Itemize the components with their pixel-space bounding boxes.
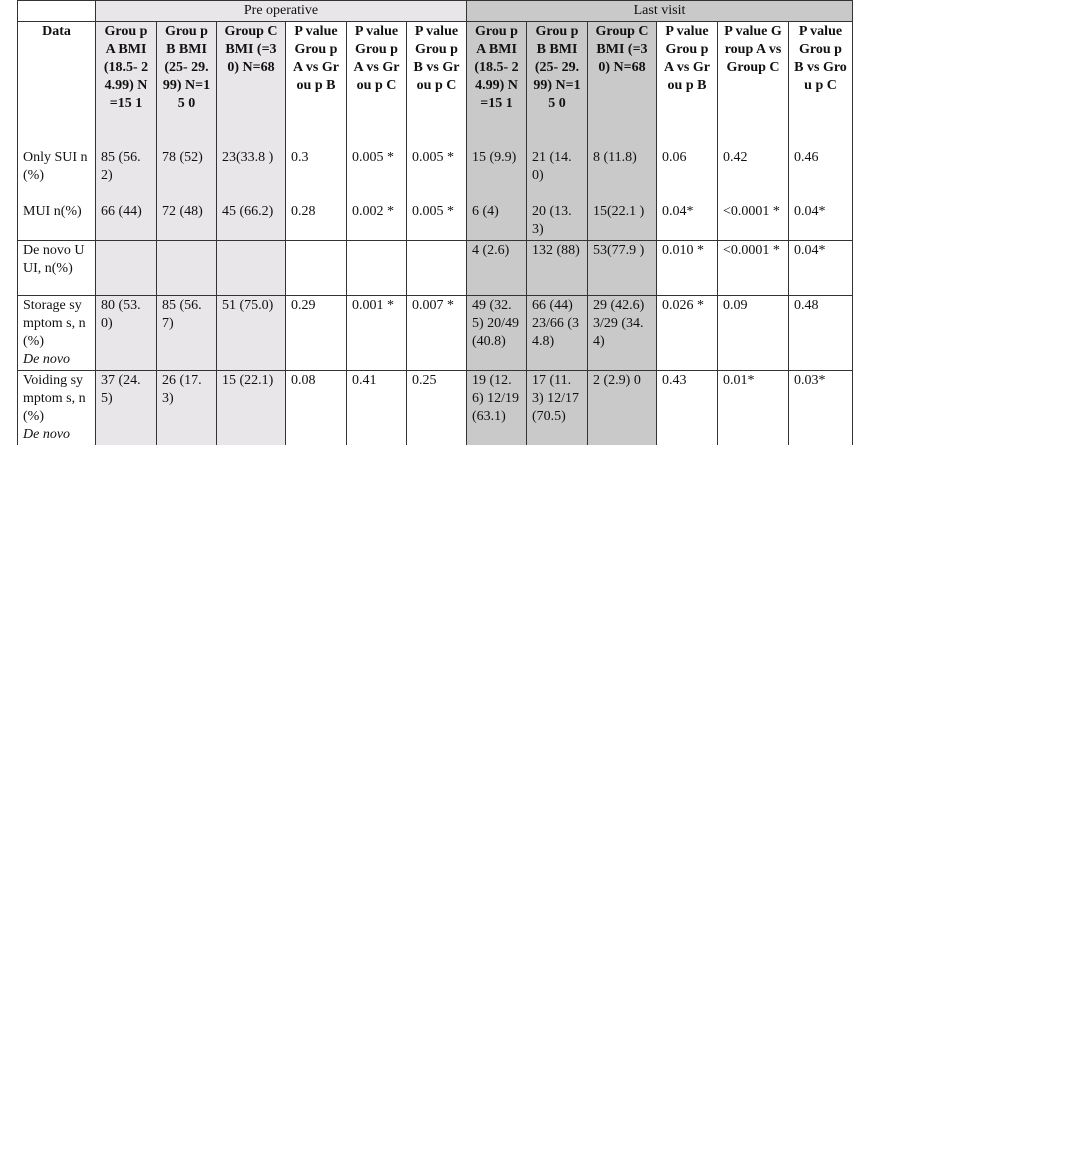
table-cell: 80 (53.0) [96, 295, 157, 370]
table-cell: 0.007 * [407, 295, 467, 370]
row-label: De novo UUI, n(%) [18, 240, 96, 295]
col-header-data: Data [18, 22, 96, 148]
table-row-mui [18, 202, 853, 241]
table-cell: 19 (12.6) 12/19 (63.1) [467, 370, 527, 445]
table-cell: 66 (44) [96, 202, 157, 241]
results-table [17, 0, 853, 445]
table-cell: 0.026 * [657, 295, 718, 370]
col-header-pre-p-a-vs-c: P value Grou p A vs Grou p C [347, 22, 407, 148]
table-row-de-novo-uui [18, 240, 853, 295]
table-cell: 20 (13.3) [527, 202, 588, 241]
table-cell: 26 (17.3) [157, 370, 217, 445]
table-cell [407, 240, 467, 295]
table-cell: 0.43 [657, 370, 718, 445]
col-header-pre-p-b-vs-c: P value Grou p B vs Grou p C [407, 22, 467, 148]
row-label-de-novo: De novo [23, 426, 71, 442]
table-cell: 4 (2.6) [467, 240, 527, 295]
table-cell: 23(33.8 ) [217, 148, 286, 202]
table-cell: 0.41 [347, 370, 407, 445]
table-cell: 29 (42.6) 3/29 (34.4) [588, 295, 657, 370]
table-cell: 0.002 * [347, 202, 407, 241]
table-cell: 0.28 [286, 202, 347, 241]
table-cell: 15 (9.9) [467, 148, 527, 202]
table-cell: 8 (11.8) [588, 148, 657, 202]
table-cell [347, 240, 407, 295]
table-cell: 0.01* [718, 370, 789, 445]
table-cell: 66 (44) 23/66 (34.8) [527, 295, 588, 370]
table-cell: 0.09 [718, 295, 789, 370]
row-label [18, 295, 96, 370]
table-cell: 72 (48) [157, 202, 217, 241]
column-header-row [18, 22, 853, 148]
table-cell: 0.48 [789, 295, 853, 370]
col-header-last-group-c: Group C BMI (=30) N=68 [588, 22, 657, 148]
row-label: Only SUI n(%) [18, 148, 96, 202]
table-cell: 0.005 * [407, 148, 467, 202]
row-label-de-novo: De novo [23, 351, 71, 367]
col-header-pre-group-b: Grou p B BMI (25- 29.99) N=15 0 [157, 22, 217, 148]
table-cell: 0.03* [789, 370, 853, 445]
row-label [18, 370, 96, 445]
table-cell: 0.29 [286, 295, 347, 370]
table-row-storage-symptoms [18, 295, 853, 370]
group-header-row [18, 1, 853, 22]
col-header-last-p-a-vs-b: P value Grou p A vs Grou p B [657, 22, 718, 148]
table-cell: 0.04* [789, 202, 853, 241]
table-cell: 78 (52) [157, 148, 217, 202]
row-label-text: Storage symptom s, n(%) [23, 297, 86, 349]
table-cell: 6 (4) [467, 202, 527, 241]
table-cell: 17 (11.3) 12/17 (70.5) [527, 370, 588, 445]
table-cell [286, 240, 347, 295]
col-header-pre-p-a-vs-b: P value Grou p A vs Grou p B [286, 22, 347, 148]
group-header-last-visit: Last visit [467, 1, 853, 22]
table-cell: 0.010 * [657, 240, 718, 295]
table-cell: 0.06 [657, 148, 718, 202]
table-cell: 15(22.1 ) [588, 202, 657, 241]
table-cell: 0.46 [789, 148, 853, 202]
table-cell [217, 240, 286, 295]
table-cell: 0.04* [657, 202, 718, 241]
table-cell: <0.0001 * [718, 240, 789, 295]
row-label-text: Voiding symptom s, n(%) [23, 372, 86, 424]
table-cell: 45 (66.2) [217, 202, 286, 241]
table-cell: 49 (32.5) 20/49 (40.8) [467, 295, 527, 370]
col-header-pre-group-a: Grou p A BMI (18.5- 24.99) N=15 1 [96, 22, 157, 148]
table-cell: 37 (24.5) [96, 370, 157, 445]
table-row-voiding-symptoms [18, 370, 853, 445]
table-cell: 85 (56.2) [96, 148, 157, 202]
table-cell: 0.04* [789, 240, 853, 295]
results-table-container [17, 0, 853, 445]
table-cell: 0.005 * [407, 202, 467, 241]
table-cell: 132 (88) [527, 240, 588, 295]
col-header-pre-group-c: Group C BMI (=30) N=68 [217, 22, 286, 148]
empty-corner-cell [18, 1, 96, 22]
col-header-last-p-a-vs-c: P value Group A vs Group C [718, 22, 789, 148]
table-cell: 51 (75.0) [217, 295, 286, 370]
table-cell: 2 (2.9) 0 [588, 370, 657, 445]
table-cell: <0.0001 * [718, 202, 789, 241]
group-header-pre-operative: Pre operative [96, 1, 467, 22]
table-cell: 21 (14.0) [527, 148, 588, 202]
table-row-only-sui [18, 148, 853, 202]
table-cell [96, 240, 157, 295]
table-cell: 53(77.9 ) [588, 240, 657, 295]
table-cell: 0.005 * [347, 148, 407, 202]
table-cell: 0.3 [286, 148, 347, 202]
col-header-last-p-b-vs-c: P value Grou p B vs Grou p C [789, 22, 853, 148]
table-cell: 0.001 * [347, 295, 407, 370]
table-cell [157, 240, 217, 295]
col-header-last-group-a: Grou p A BMI (18.5- 24.99) N=15 1 [467, 22, 527, 148]
table-cell: 85 (56.7) [157, 295, 217, 370]
col-header-last-group-b: Grou p B BMI (25- 29.99) N=15 0 [527, 22, 588, 148]
table-cell: 0.42 [718, 148, 789, 202]
table-cell: 0.25 [407, 370, 467, 445]
table-cell: 15 (22.1) [217, 370, 286, 445]
table-cell: 0.08 [286, 370, 347, 445]
row-label: MUI n(%) [18, 202, 96, 241]
